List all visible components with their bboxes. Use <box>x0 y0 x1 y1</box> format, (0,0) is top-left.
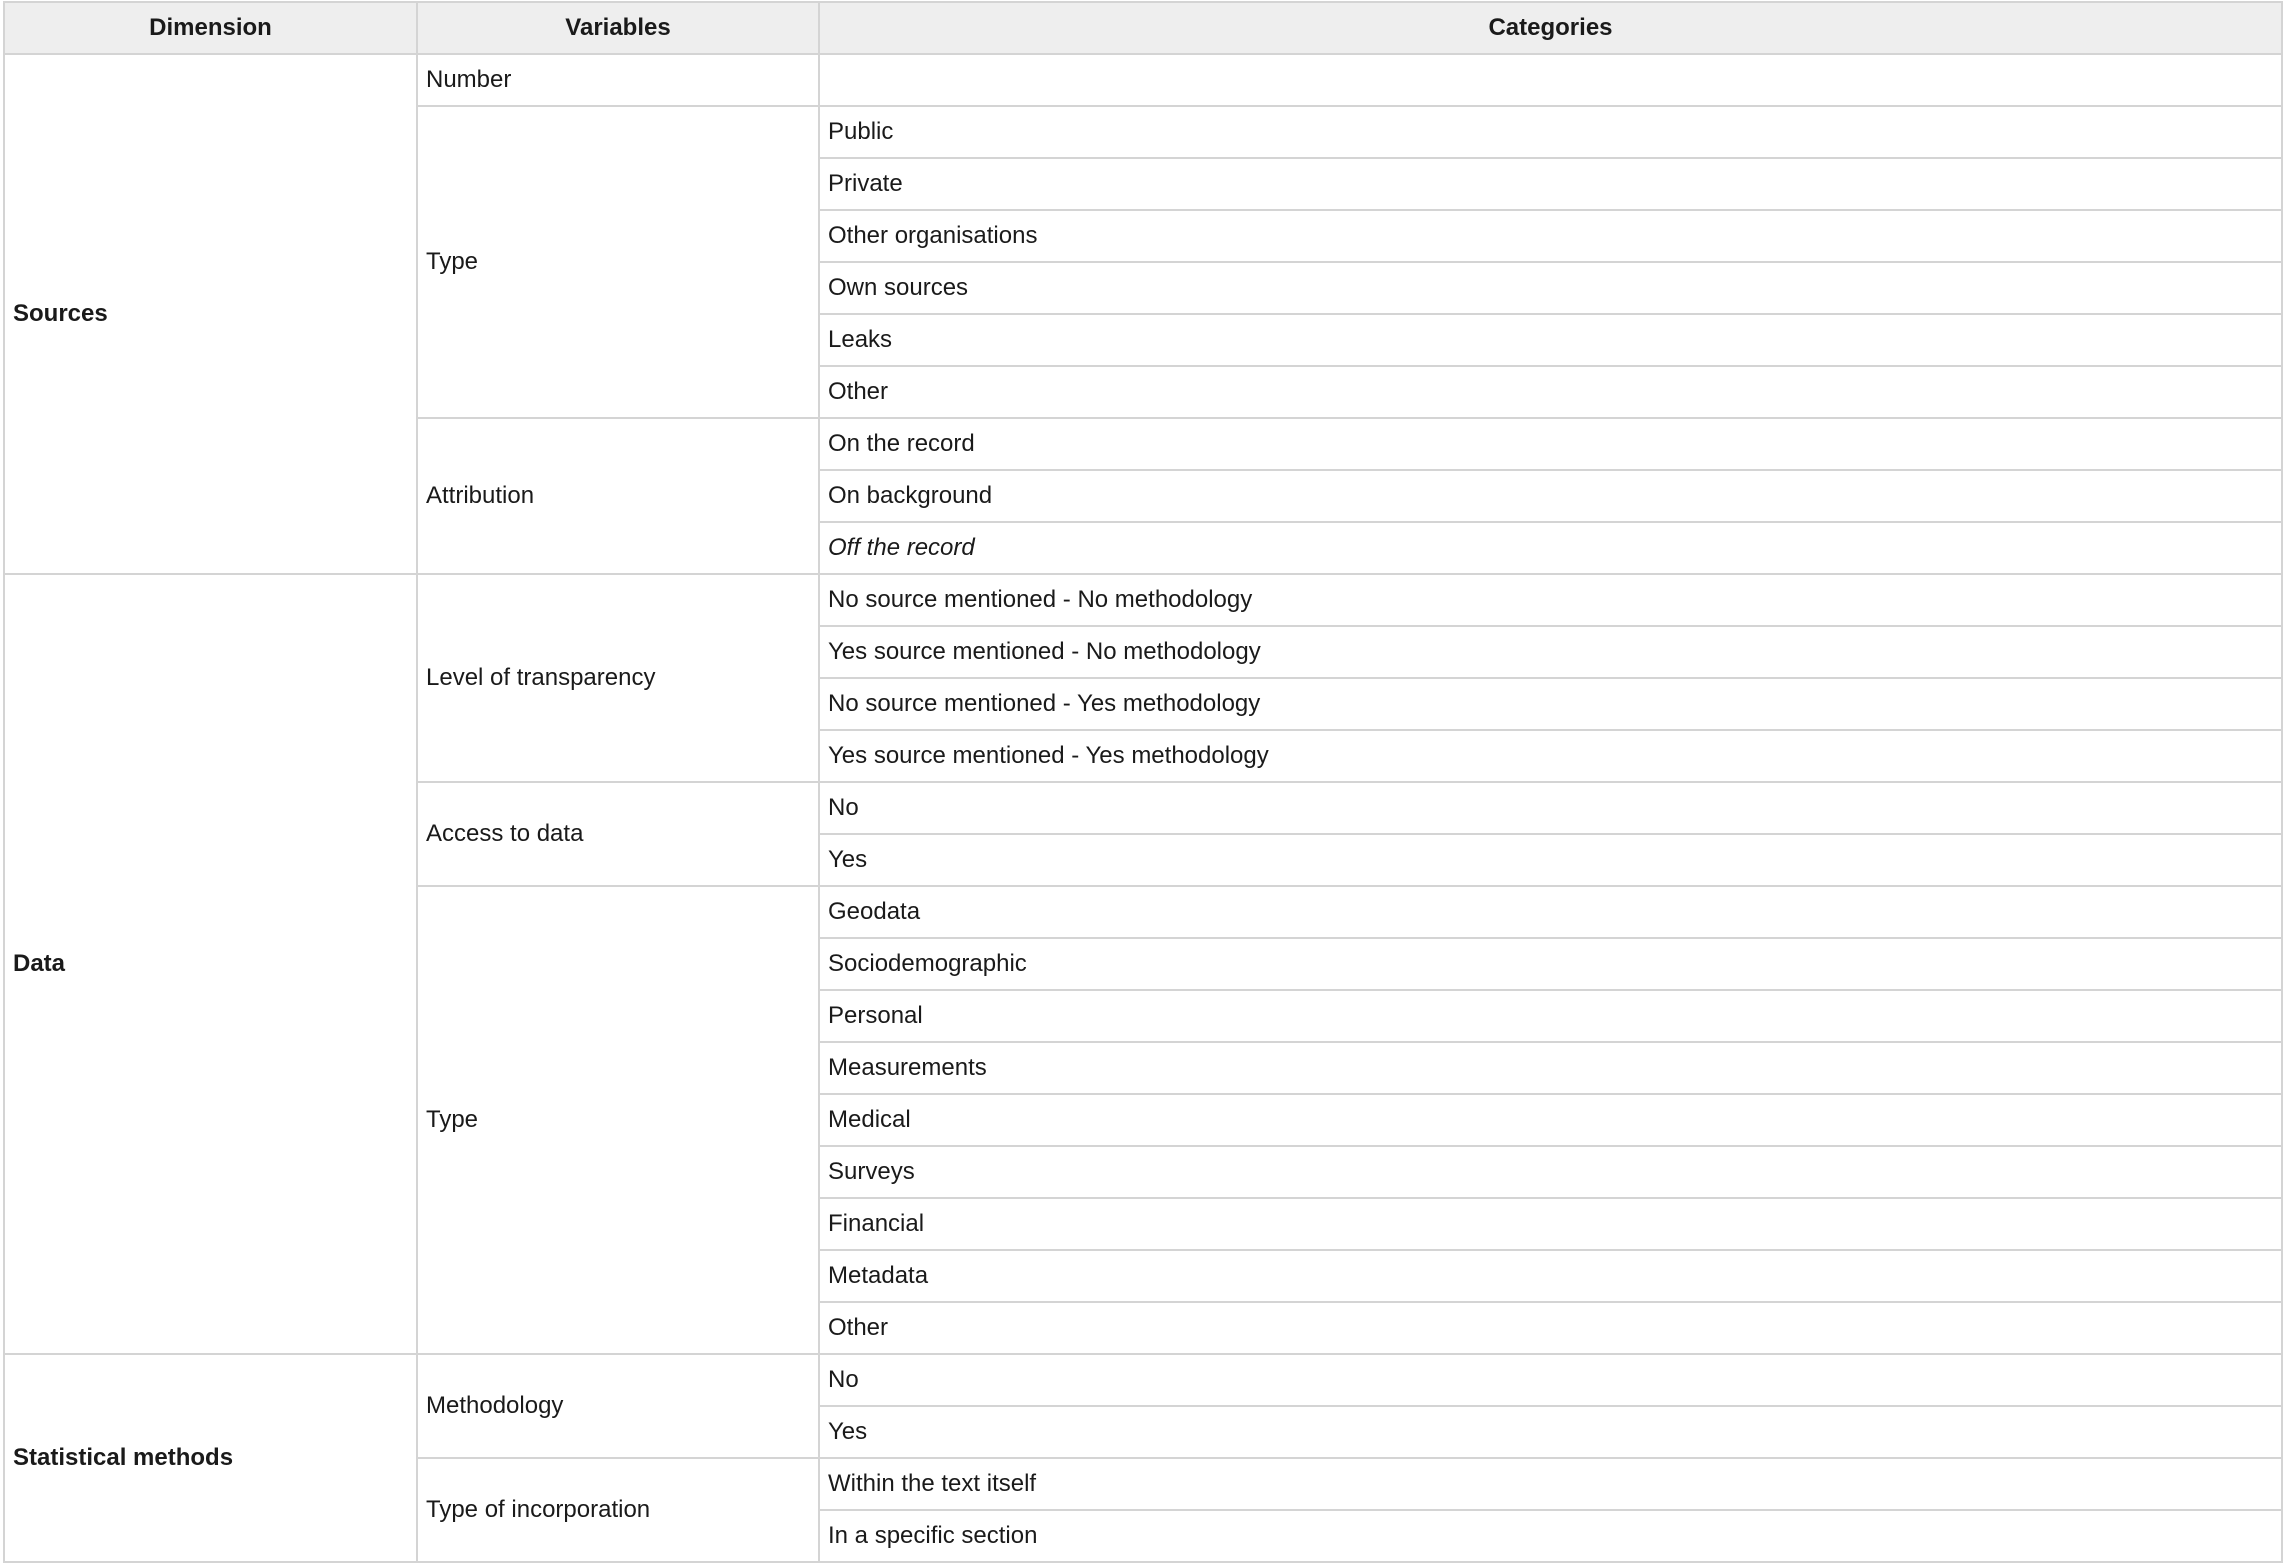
category-cell: No <box>819 1354 2282 1406</box>
header-dimension: Dimension <box>4 2 417 54</box>
category-cell: Within the text itself <box>819 1458 2282 1510</box>
category-cell: Own sources <box>819 262 2282 314</box>
dimension-statistical-methods: Statistical methods <box>4 1354 417 1562</box>
variable-access-to-data: Access to data <box>417 782 819 886</box>
category-cell: In a specific section <box>819 1510 2282 1562</box>
category-cell: Metadata <box>819 1250 2282 1302</box>
table-row <box>4 54 2282 106</box>
variable-level-of-transparency: Level of transparency <box>417 574 819 782</box>
category-cell: Other <box>819 366 2282 418</box>
category-cell: Yes source mentioned - No methodology <box>819 626 2282 678</box>
category-cell: Sociodemographic <box>819 938 2282 990</box>
category-cell: No source mentioned - Yes methodology <box>819 678 2282 730</box>
category-cell: Other <box>819 1302 2282 1354</box>
dimension-sources: Sources <box>4 54 417 574</box>
category-cell: No <box>819 782 2282 834</box>
dimension-data: Data <box>4 574 417 1354</box>
category-cell: On background <box>819 470 2282 522</box>
category-cell <box>819 54 2282 106</box>
category-cell: On the record <box>819 418 2282 470</box>
category-cell: Yes source mentioned - Yes methodology <box>819 730 2282 782</box>
category-cell: Personal <box>819 990 2282 1042</box>
header-row <box>4 2 2282 54</box>
category-cell: Financial <box>819 1198 2282 1250</box>
table-row <box>4 574 2282 626</box>
category-cell: Measurements <box>819 1042 2282 1094</box>
variable-methodology: Methodology <box>417 1354 819 1458</box>
table-row <box>4 1354 2282 1406</box>
category-cell: Other organisations <box>819 210 2282 262</box>
category-cell: Geodata <box>819 886 2282 938</box>
category-cell: Leaks <box>819 314 2282 366</box>
header-categories: Categories <box>819 2 2282 54</box>
variable-type: Type <box>417 106 819 418</box>
category-cell: Yes <box>819 1406 2282 1458</box>
variable-number: Number <box>417 54 819 106</box>
category-cell: No source mentioned - No methodology <box>819 574 2282 626</box>
header-variables: Variables <box>417 2 819 54</box>
variable-type-of-incorporation: Type of incorporation <box>417 1458 819 1562</box>
variable-attribution: Attribution <box>417 418 819 574</box>
category-cell: Surveys <box>819 1146 2282 1198</box>
category-cell: Private <box>819 158 2282 210</box>
variable-data-type: Type <box>417 886 819 1354</box>
category-cell: Public <box>819 106 2282 158</box>
category-cell: Medical <box>819 1094 2282 1146</box>
taxonomy-table <box>3 1 2283 1563</box>
category-cell: Off the record <box>819 522 2282 574</box>
category-cell: Yes <box>819 834 2282 886</box>
